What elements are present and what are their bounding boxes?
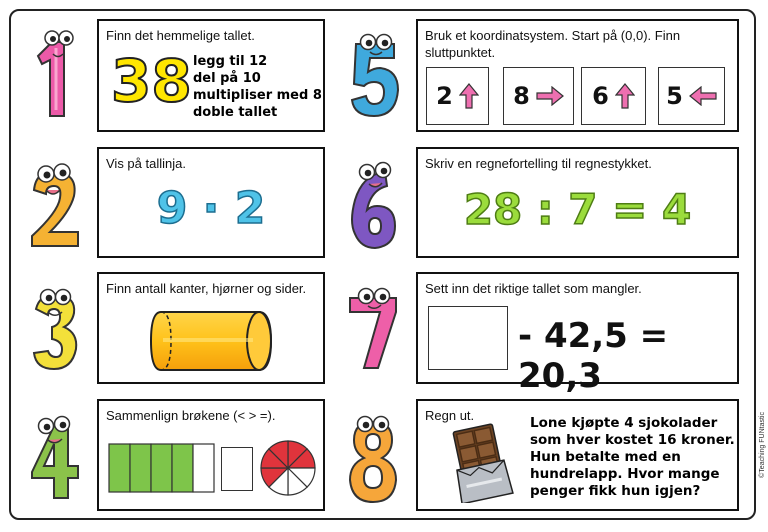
factor-right: 2 — [234, 183, 266, 234]
step-item: legg til 12 — [193, 54, 268, 69]
task-card-7 — [97, 399, 325, 511]
step-item: del på 10 — [193, 71, 261, 86]
number-three-character — [30, 285, 82, 373]
move-count: 6 — [592, 82, 609, 110]
number-one-character — [30, 30, 82, 122]
task-card-1 — [97, 19, 325, 132]
move-count: 5 — [666, 82, 683, 110]
arrow-left-icon — [689, 86, 717, 106]
story-line: som hver kostet 16 kroner. — [530, 432, 735, 448]
number-four-character — [26, 414, 84, 504]
task-card-4 — [416, 147, 739, 258]
number-six-character — [345, 160, 403, 252]
number-five-character — [346, 30, 404, 122]
fraction-circle — [259, 439, 317, 497]
multiply-dot: · — [202, 183, 220, 234]
task-label: Skriv en regnefortelling til regnestykket. — [425, 156, 652, 171]
division-expression: 28 : 7 = 4 — [463, 185, 692, 234]
task-card-6 — [416, 272, 739, 396]
move-box — [426, 67, 489, 125]
move-count: 2 — [436, 82, 453, 110]
story-line: penger fikk hun igjen? — [530, 483, 701, 499]
story-line: hundrelapp. Hvor mange — [530, 466, 720, 482]
number-eight-character — [344, 414, 402, 504]
task-label: Sett inn det riktige tallet som mangler. — [425, 281, 642, 296]
task-card-8 — [416, 399, 739, 511]
move-count: 8 — [513, 82, 530, 110]
arrow-up-icon — [459, 83, 479, 109]
subtraction-expression: - 42,5 = 20,3 — [518, 316, 669, 396]
number-seven-character — [344, 284, 404, 374]
task-card-5 — [97, 272, 325, 384]
task-label: Finn antall kanter, hjørner og sider. — [106, 281, 307, 296]
multiplication-expression — [99, 183, 323, 234]
task-label: Vis på tallinja. — [106, 156, 186, 171]
step-item: multipliser med 8 — [193, 88, 322, 103]
move-box — [503, 67, 574, 125]
cylinder-shape — [149, 308, 275, 374]
story-line: Hun betalte med en — [530, 449, 681, 465]
step-item: doble tallet — [193, 105, 278, 120]
story-line: Lone kjøpte 4 sjokolader — [530, 415, 718, 431]
task-label: Regn ut. — [425, 408, 475, 423]
arrow-right-icon — [536, 86, 564, 106]
fraction-bar — [108, 443, 218, 493]
task-label: Sammenlign brøkene (< > =). — [106, 408, 276, 423]
task-card-2 — [416, 19, 739, 132]
number-two-character — [28, 160, 84, 252]
task-label: Bruk et koordinatsystem. Start på (0,0). Finn sluttpunktet. — [425, 28, 681, 60]
arrow-up-icon — [615, 83, 635, 109]
chocolate-bar-icon — [448, 423, 514, 503]
comparison-answer-box[interactable] — [221, 447, 253, 491]
factor-left: 9 — [156, 183, 188, 234]
task-card-3 — [97, 147, 325, 258]
task-label: Finn det hemmelige tallet. — [106, 28, 255, 43]
move-box — [581, 67, 646, 125]
copyright-text: ©Teaching FUNtastic — [759, 412, 766, 478]
missing-number-box[interactable] — [428, 306, 508, 370]
move-box — [658, 67, 725, 125]
secret-number: 38 — [111, 47, 192, 115]
